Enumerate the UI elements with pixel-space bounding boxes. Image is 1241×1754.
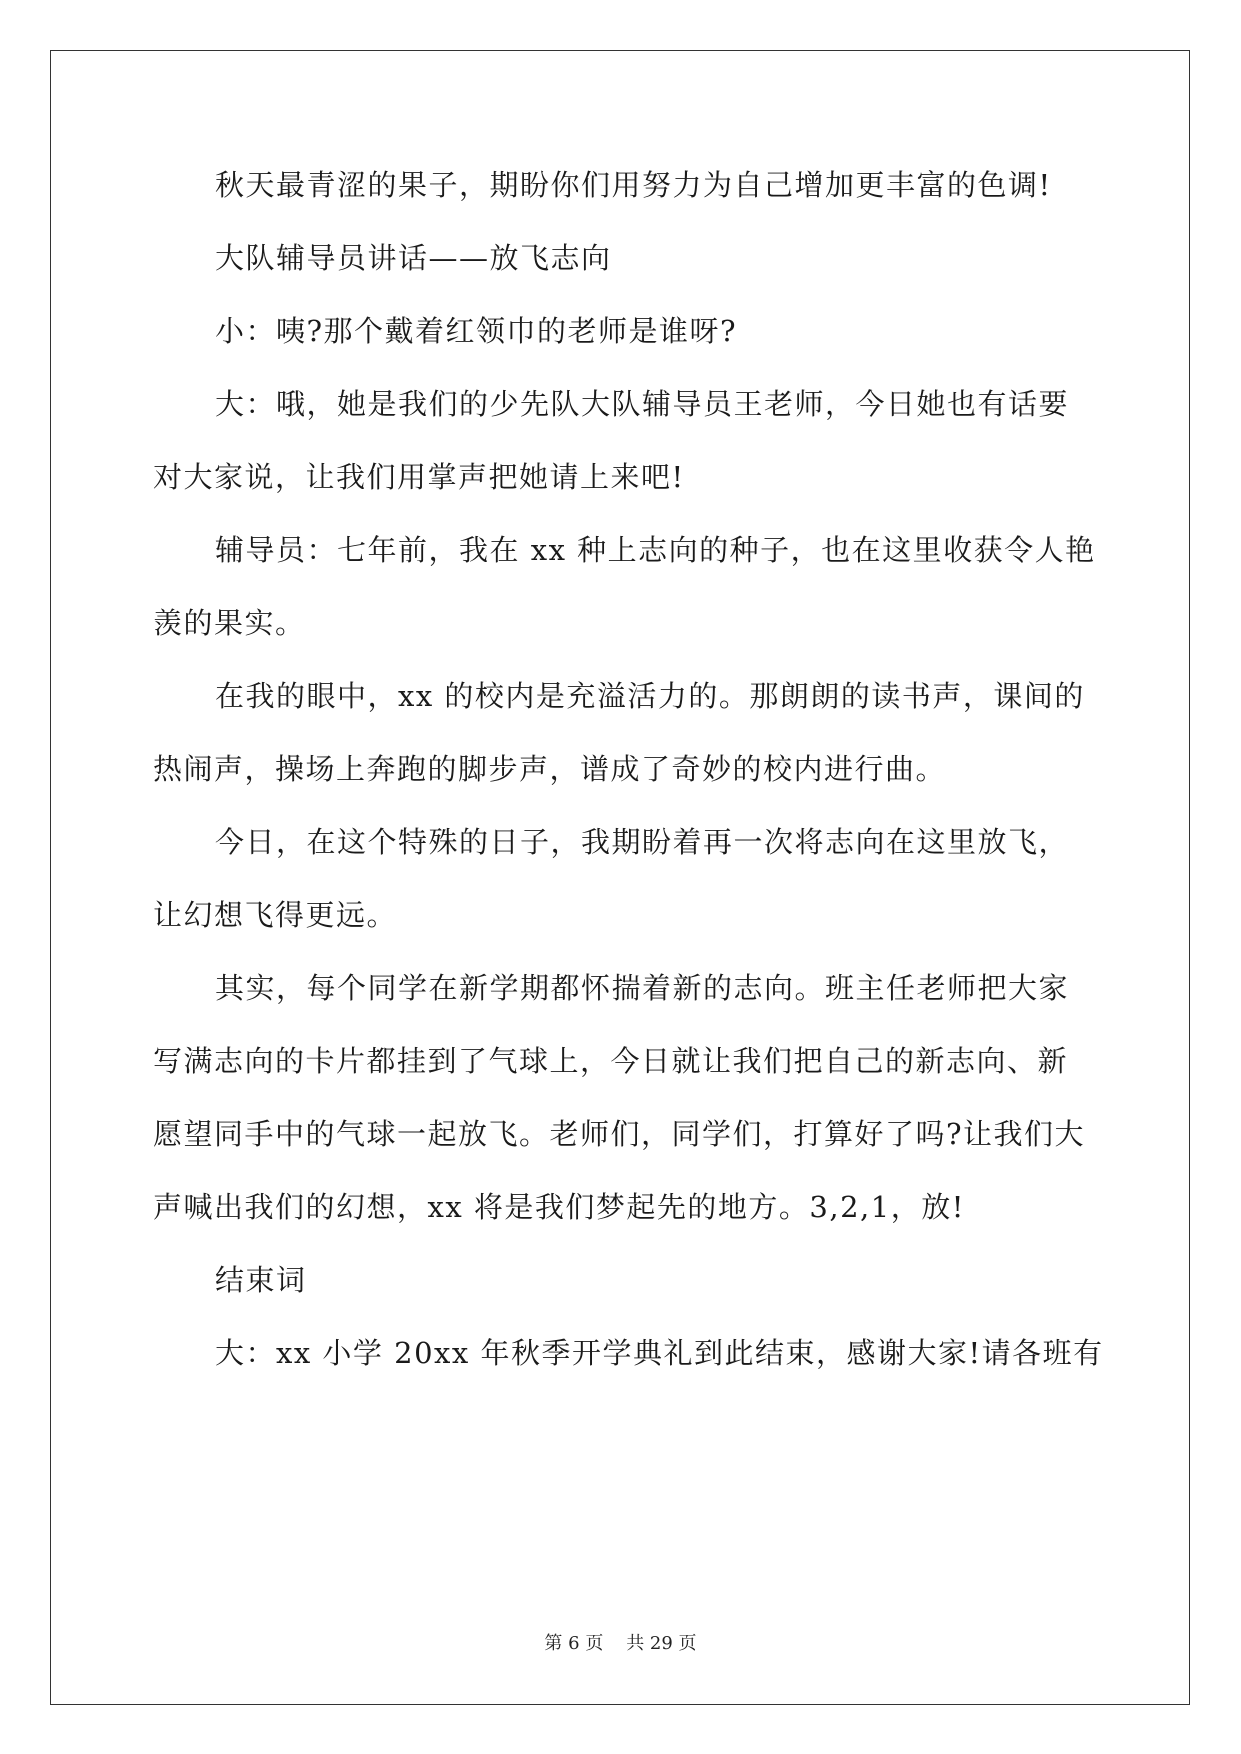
page-footer (0, 1632, 1241, 1656)
text-line-17: 大：xx 小学 20xx 年秋季开学典礼到此结束，感谢大家!请各班有 (215, 1336, 1104, 1370)
page-border (50, 50, 1190, 1705)
text-line-9: 热闹声，操场上奔跑的脚步声，谱成了奇妙的校内进行曲。 (153, 752, 947, 786)
text-line-13: 写满志向的卡片都挂到了气球上，今日就让我们把自己的新志向、新 (153, 1044, 1069, 1078)
text-line-2: 大队辅导员讲话——放飞志向 (215, 241, 612, 275)
text-line-11: 让幻想飞得更远。 (153, 898, 398, 932)
text-line-8: 在我的眼中，xx 的校内是充溢活力的。那朗朗的读书声，课间的 (215, 679, 1085, 713)
text-line-1: 秋天最青涩的果子，期盼你们用努力为自己增加更丰富的色调! (215, 168, 1052, 202)
text-line-5: 对大家说，让我们用掌声把她请上来吧! (153, 460, 685, 494)
text-line-15: 声喊出我们的幻想，xx 将是我们梦起先的地方。3,2,1，放! (153, 1190, 965, 1224)
text-line-16: 结束词 (215, 1263, 307, 1297)
text-line-10: 今日，在这个特殊的日子，我期盼着再一次将志向在这里放飞， (215, 825, 1070, 859)
page-number: 第 6 页 共 29 页 (544, 1633, 697, 1654)
text-line-12: 其实，每个同学在新学期都怀揣着新的志向。班主任老师把大家 (215, 971, 1070, 1005)
text-line-3: 小：咦?那个戴着红领巾的老师是谁呀? (215, 314, 738, 348)
text-line-4: 大：哦，她是我们的少先队大队辅导员王老师，今日她也有话要 (215, 387, 1070, 421)
text-line-7: 羡的果实。 (153, 606, 306, 640)
text-line-14: 愿望同手中的气球一起放飞。老师们，同学们，打算好了吗?让我们大 (153, 1117, 1086, 1151)
text-line-6: 辅导员：七年前，我在 xx 种上志向的种子，也在这里收获令人艳 (215, 533, 1096, 567)
